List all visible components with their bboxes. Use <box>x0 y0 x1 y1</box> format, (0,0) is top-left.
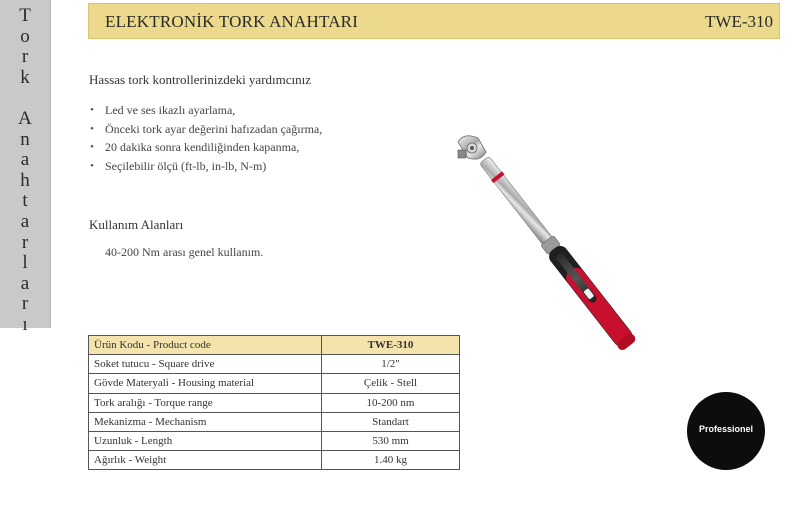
table-cell-label: Gövde Materyali - Housing material <box>89 374 322 393</box>
feature-text: Seçilebilir ölçü (ft-lb, in-lb, N-m) <box>105 158 267 173</box>
table-row <box>89 336 460 355</box>
torque-wrench-image <box>450 130 720 400</box>
table-cell-value: 530 mm <box>322 431 460 450</box>
list-item <box>89 138 322 157</box>
table-row <box>89 355 460 374</box>
table-cell-label: Ağırlık - Weight <box>89 451 322 470</box>
side-tab-letter: h <box>20 169 30 191</box>
bullet-icon: • <box>90 104 94 116</box>
badge-label: Professionel <box>698 424 754 434</box>
table-row <box>89 412 460 431</box>
side-tab-letter: o <box>20 25 30 47</box>
side-tab-letter: k <box>20 66 30 88</box>
table-row <box>89 393 460 412</box>
table-cell-label: Uzunluk - Length <box>89 431 322 450</box>
table-row <box>89 374 460 393</box>
table-cell-value: 1/2" <box>322 355 460 374</box>
side-tab-letter: a <box>20 149 30 171</box>
side-tab-letter: a <box>20 272 30 294</box>
professional-badge <box>687 392 765 470</box>
side-tab-letter: r <box>21 293 29 315</box>
spec-table <box>88 335 460 470</box>
feature-text: Önceki tork ayar değerini hafızadan çağırma, <box>105 121 323 136</box>
bullet-icon: • <box>90 141 94 153</box>
feature-list <box>89 101 322 175</box>
table-cell-value: 1.40 kg <box>322 451 460 470</box>
features-heading: Hassas tork kontrollerinizdeki yardımcınız <box>89 72 312 87</box>
table-cell-label: Tork aralığı - Torque range <box>89 393 322 412</box>
side-tab-letter: A <box>18 107 32 129</box>
header-bar <box>88 3 780 39</box>
side-tab-letter: a <box>20 210 30 232</box>
side-tab-letter: ı <box>22 313 28 335</box>
list-item <box>89 101 322 120</box>
side-tab-vertical-title <box>0 6 50 336</box>
side-tab-letter: r <box>21 231 29 253</box>
side-tab-letter: T <box>19 5 31 26</box>
side-tab-letter: n <box>20 128 30 150</box>
table-cell-value: TWE-310 <box>322 336 460 355</box>
table-row <box>89 451 460 470</box>
list-item <box>89 157 322 176</box>
side-tab-letter: r <box>21 46 29 68</box>
side-tab <box>0 0 51 335</box>
table-cell-label: Ürün Kodu - Product code <box>89 336 322 355</box>
wrench-shaft <box>476 154 637 352</box>
usage-heading: Kullanım Alanları <box>89 217 184 232</box>
table-cell-label: Soket tutucu - Square drive <box>89 355 322 374</box>
side-tab-letter: l <box>22 252 28 274</box>
wrench-head <box>458 136 486 159</box>
feature-text: 20 dakika sonra kendiliğinden kapanma, <box>105 140 300 154</box>
page-title: ELEKTRONİK TORK ANAHTARI <box>105 12 359 31</box>
feature-text: Led ve ses ikazlı ayarlama, <box>105 103 236 117</box>
table-cell-value: Çelik - Stell <box>322 374 460 393</box>
side-tab-letter-gap <box>0 88 50 109</box>
table-cell-label: Mekanizma - Mechanism <box>89 412 322 431</box>
side-tab-letter: t <box>22 190 28 212</box>
table-row <box>89 431 460 450</box>
list-item <box>89 120 322 139</box>
table-cell-value: Standart <box>322 412 460 431</box>
product-code: TWE-310 <box>705 12 773 31</box>
bullet-icon: • <box>90 122 94 135</box>
bullet-icon: • <box>90 159 94 172</box>
usage-text: 40-200 Nm arası genel kullanım. <box>105 245 264 259</box>
table-cell-value: 10-200 nm <box>322 393 460 412</box>
